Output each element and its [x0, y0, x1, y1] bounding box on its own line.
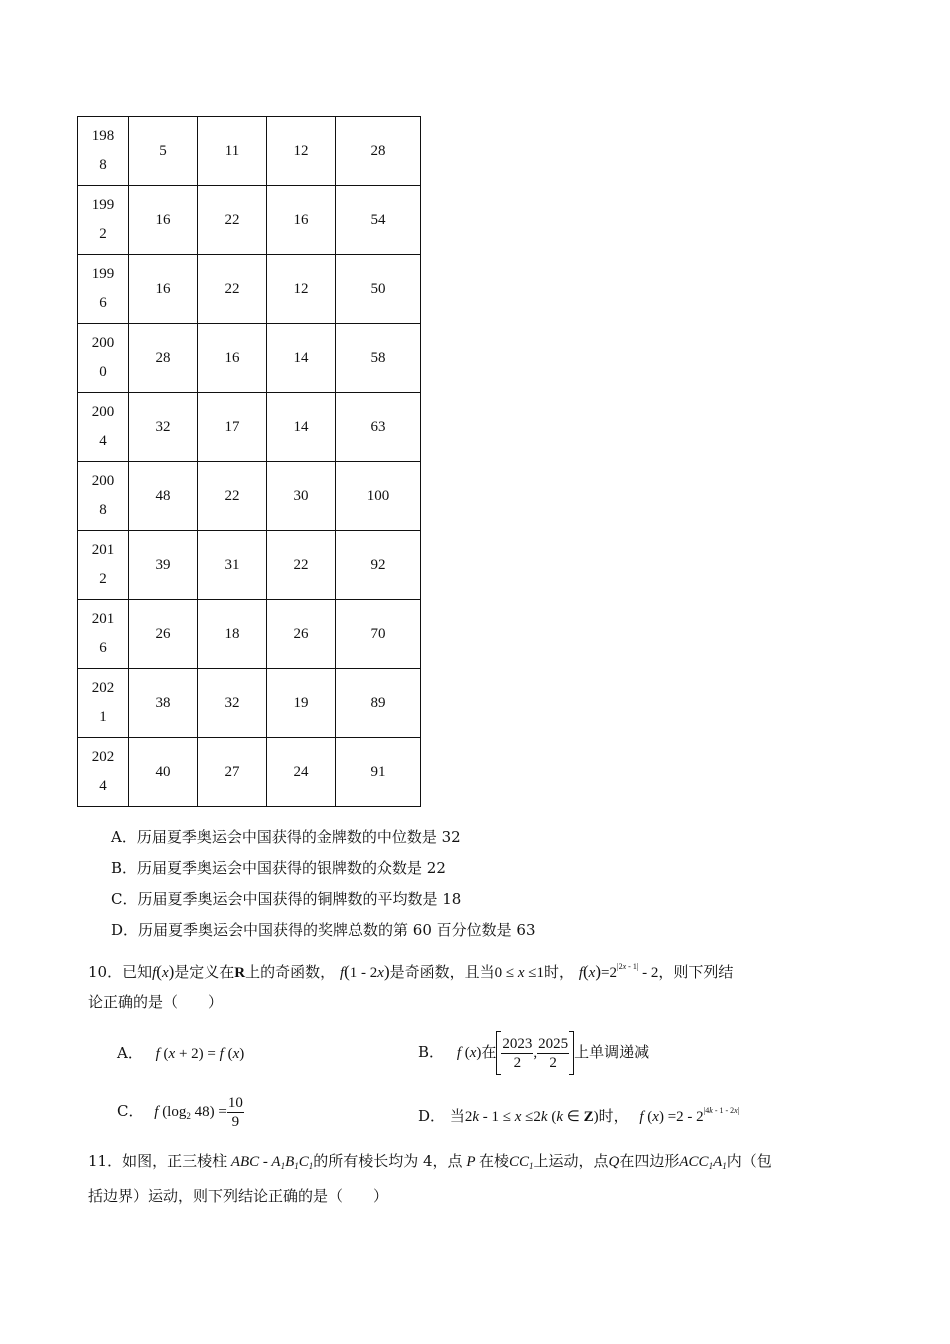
gold-cell: 16 [129, 255, 198, 324]
gold-cell: 39 [129, 531, 198, 600]
total-cell: 28 [336, 117, 421, 186]
bronze-cell: 16 [267, 186, 336, 255]
fraction-10-9: $\frac{10}{9}$ [227, 1094, 243, 1130]
year-cell [78, 600, 129, 669]
bronze-cell: 26 [267, 600, 336, 669]
table-row [78, 255, 421, 324]
q10-option-c: C． f ($\log_2$ 48) = $\frac{10}{9}$ [117, 1094, 243, 1130]
year-part: 0 [99, 364, 107, 380]
total-cell: 91 [336, 738, 421, 807]
year-part: 1 [99, 709, 107, 725]
real-set-symbol: R [234, 965, 246, 981]
total-cell: 58 [336, 324, 421, 393]
q10-option-b: B． f (x)在 $\frac{2023}{2}$ , $\frac{2025}{2}$ 上单调递减 [418, 1030, 649, 1075]
q9-option-c: C．历届夏季奥运会中国获得的铜牌数的平均数是 18 [111, 890, 462, 908]
gold-cell: 26 [129, 600, 198, 669]
year-cell [78, 531, 129, 600]
year-cell [78, 462, 129, 531]
silver-cell: 16 [198, 324, 267, 393]
gold-cell: 38 [129, 669, 198, 738]
year-cell [78, 669, 129, 738]
question-11-line-2: 括边界）运动，则下列结论正确的是（ ） [88, 1187, 389, 1205]
bronze-cell: 24 [267, 738, 336, 807]
gold-cell: 16 [129, 186, 198, 255]
silver-cell: 32 [198, 669, 267, 738]
bronze-cell: 12 [267, 255, 336, 324]
q10-option-d: D． 当2k - 1 ≤ x ≤2k (k ∈ Z)时， f $(x) =2 - 2^{|4k - 1 - 2x|}$ [418, 1106, 740, 1125]
total-cell: 100 [336, 462, 421, 531]
gold-cell: 28 [129, 324, 198, 393]
year-part: 8 [99, 157, 107, 173]
silver-cell: 22 [198, 255, 267, 324]
year-part: 8 [99, 502, 107, 518]
year-part: 199 [91, 266, 115, 282]
total-cell: 92 [336, 531, 421, 600]
year-part: 2 [99, 226, 107, 242]
total-cell: 50 [336, 255, 421, 324]
year-part: 200 [91, 473, 115, 489]
question-11-line-1: 11．如图，正三棱柱 ABC - $A_1B_1C_1$的所有棱长均为 4，点 P 在棱$CC_1$上运动，点Q在四边形$ACC_1A_1$内（包 [88, 1152, 772, 1171]
bronze-cell: 14 [267, 393, 336, 462]
year-part: 6 [99, 295, 107, 311]
total-cell: 54 [336, 186, 421, 255]
silver-cell: 17 [198, 393, 267, 462]
fraction-2023-2: $\frac{2023}{2}$ [502, 1035, 533, 1071]
table-row [78, 738, 421, 807]
q9-option-d: D．历届夏季奥运会中国获得的奖牌总数的第 60 百分位数是 63 [111, 921, 536, 939]
silver-cell: 11 [198, 117, 267, 186]
q10-option-a: A． f (x + 2) = f (x) [117, 1044, 245, 1062]
silver-cell: 18 [198, 600, 267, 669]
year-part: 200 [91, 404, 115, 420]
total-cell: 63 [336, 393, 421, 462]
math-fx: f [152, 965, 157, 981]
q10-text-defined: 是定义在 [174, 963, 235, 981]
year-part: 200 [91, 335, 115, 351]
table-row [78, 600, 421, 669]
bronze-cell: 22 [267, 531, 336, 600]
medal-table [77, 116, 421, 807]
table-row [78, 462, 421, 531]
year-part: 4 [99, 433, 107, 449]
gold-cell: 48 [129, 462, 198, 531]
year-part: 199 [91, 197, 115, 213]
silver-cell: 27 [198, 738, 267, 807]
table-row [78, 186, 421, 255]
year-part: 6 [99, 640, 107, 656]
year-part: 201 [91, 611, 115, 627]
question-10-number: 10．已知 [88, 963, 153, 981]
table-row [78, 393, 421, 462]
year-part: 202 [91, 749, 115, 765]
gold-cell: 40 [129, 738, 198, 807]
bronze-cell: 19 [267, 669, 336, 738]
bronze-cell: 14 [267, 324, 336, 393]
year-cell [78, 324, 129, 393]
total-cell: 89 [336, 669, 421, 738]
year-part: 4 [99, 778, 107, 794]
year-part: 201 [91, 542, 115, 558]
q9-option-a: A．历届夏季奥运会中国获得的金牌数的中位数是 32 [111, 828, 461, 846]
year-cell [78, 186, 129, 255]
bronze-cell: 30 [267, 462, 336, 531]
year-part: 202 [91, 680, 115, 696]
gold-cell: 32 [129, 393, 198, 462]
bronze-cell: 12 [267, 117, 336, 186]
total-cell: 70 [336, 600, 421, 669]
fraction-2025-2: $\frac{2025}{2}$ [538, 1035, 569, 1071]
question-10-line-2: 论正确的是（ ） [88, 993, 224, 1011]
year-part: 2 [99, 571, 107, 587]
silver-cell: 31 [198, 531, 267, 600]
year-cell [78, 393, 129, 462]
year-part: 198 [91, 128, 115, 144]
table-row [78, 531, 421, 600]
table-row [78, 669, 421, 738]
year-cell [78, 117, 129, 186]
silver-cell: 22 [198, 186, 267, 255]
table-row [78, 117, 421, 186]
year-cell [78, 738, 129, 807]
table-row [78, 324, 421, 393]
question-10-line-1: 10．已知f(x)是定义在R上的奇函数， f(1 - 2x)是奇函数，且当0 ≤ x ≤1时， $f(x)=2^{|2x - 1|} - 2$，则下列结 [88, 962, 734, 981]
year-cell [78, 255, 129, 324]
gold-cell: 5 [129, 117, 198, 186]
q9-option-b: B．历届夏季奥运会中国获得的银牌数的众数是 22 [111, 859, 446, 877]
silver-cell: 22 [198, 462, 267, 531]
